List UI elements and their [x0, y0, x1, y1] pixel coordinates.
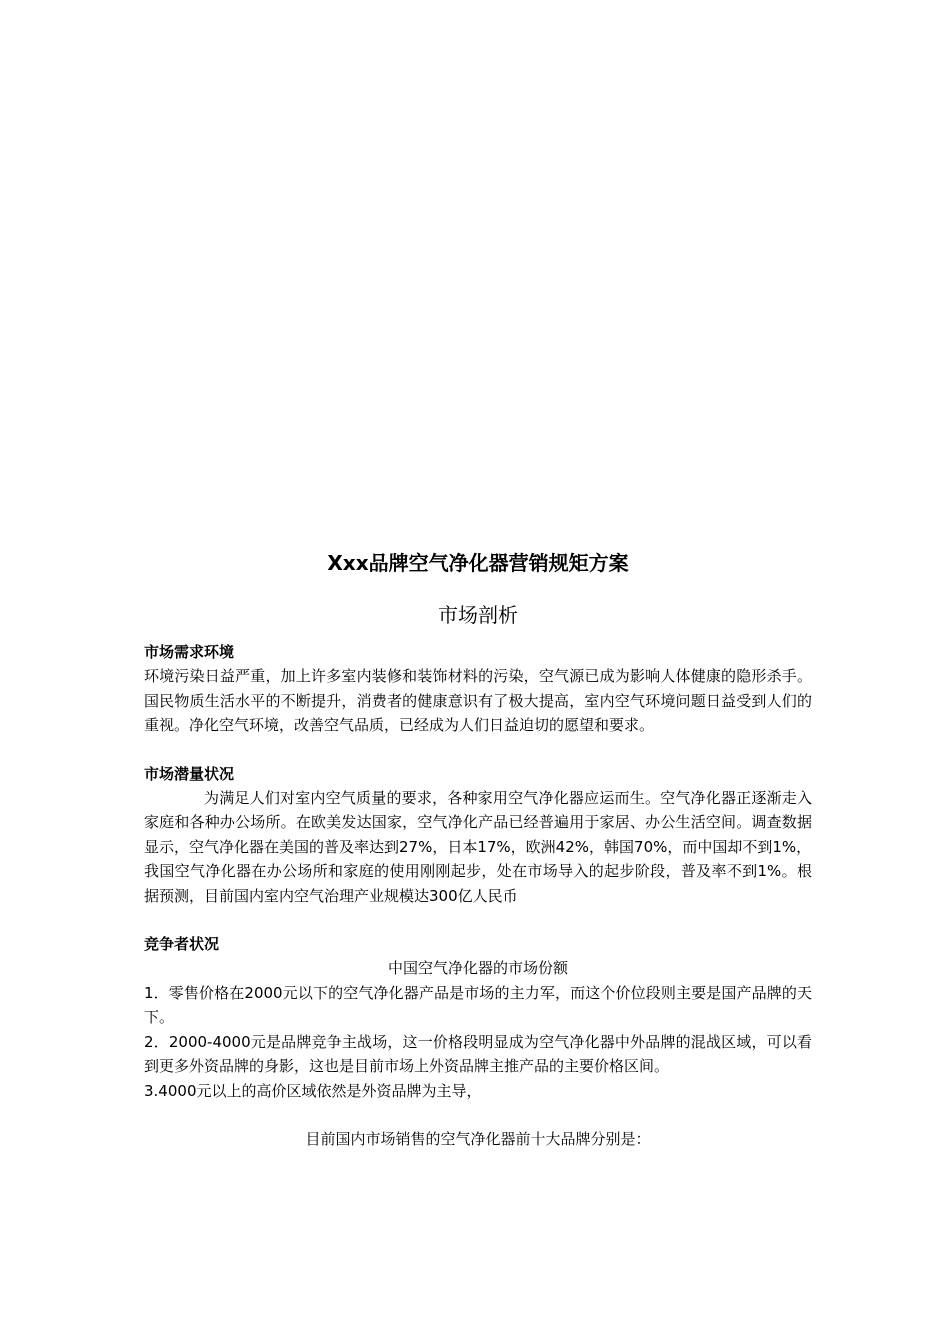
paragraph: 环境污染日益严重，加上许多室内装修和装饰材料的污染，空气源已成为影响人体健康的隐形杀手。国民物质生活水平的不断提升，消费者的健康意识有了极大提高，室内空气环境问题日益受到人们的重视。净化空气环境，改善空气品质，已经成为人们日益迫切的愿望和要求。: [144, 667, 812, 734]
closing-line: 目前国内市场销售的空气净化器前十大品牌分别是：: [305, 1130, 651, 1148]
paragraph: 我国空气净化器在办公场所和家庭的使用刚刚起步，处在市场导入的起步阶段，普及率不到1%。根据预测，目前国内室内空气治理产业规模达300亿人民币: [144, 862, 812, 905]
spacer: [144, 738, 812, 762]
list-item: 3.4000元以上的高价区域依然是外资品牌为主导，: [144, 1081, 482, 1100]
section-competition: [144, 932, 812, 1152]
section-heading: 竞争者状况: [144, 935, 220, 953]
paragraph: 为满足人们对室内空气质量的要求，各种家用空气净化器应运而生。空气净化器正逐渐走入家庭和各种办公场所。在欧美发达国家，空气净化产品已经普遍用于家居、办公生活空间。调查数据显示，空气净化器在美国的普及率达到27%，日本17%，欧洲42%，韩国70%，而中国却不到1%，: [144, 788, 812, 856]
centered-caption: 中国空气净化器的市场份额: [387, 959, 568, 977]
section-heading: 市场潜量状况: [144, 764, 235, 783]
section-heading: 市场需求环境: [144, 643, 235, 661]
section-market-potential: [144, 762, 812, 909]
document-content: [144, 548, 812, 1152]
list-item: 2．2000-4000元是品牌竞争主战场，这一价格段明显成为空气净化器中外品牌的混战区域，可以看到更多外资品牌的身影，这也是目前市场上外资品牌主推产品的主要价格区间。: [144, 1032, 812, 1075]
spacer: [144, 908, 812, 932]
document-subtitle: 市场剖析: [438, 603, 518, 627]
section-market-demand: [144, 640, 812, 738]
list-item: 1．零售价格在2000元以下的空气净化器产品是市场的主力军，而这个价位段则主要是国产品牌的天下。: [144, 983, 812, 1026]
document-title: Xxx品牌空气净化器营销规矩方案: [327, 551, 629, 575]
